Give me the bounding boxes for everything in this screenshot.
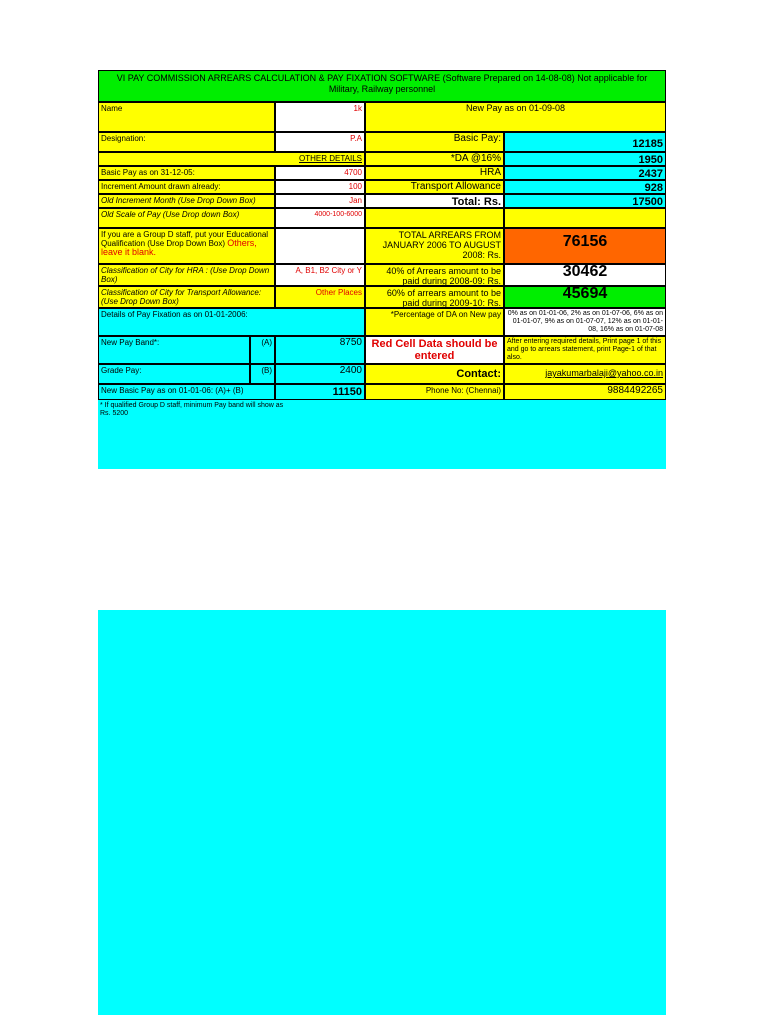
blank-cell <box>504 208 666 228</box>
ta-value: 928 <box>504 180 666 194</box>
arrears-60-value: 45694 <box>504 286 666 308</box>
total-value: 17500 <box>504 194 666 208</box>
designation-input[interactable]: P.A <box>275 132 365 152</box>
old-increment-label: Old Increment Month (Use Drop Down Box) <box>98 194 275 208</box>
new-pay-band-label: New Pay Band*: <box>98 336 250 364</box>
group-d-qualification-label <box>98 228 275 264</box>
total-label: Total: Rs. <box>365 194 504 208</box>
da-value: 1950 <box>504 152 666 166</box>
new-pay-heading: New Pay as on 01-09-08 <box>365 102 666 132</box>
basic-pay-old-label: Basic Pay as on 31-12-05: <box>98 166 275 180</box>
contact-email-link[interactable]: jayakumarbalaji@yahoo.co.in <box>504 364 666 384</box>
contact-label: Contact: <box>365 364 504 384</box>
new-basic-value: 11150 <box>275 384 365 400</box>
ta-city-dropdown[interactable]: Other Places <box>275 286 365 308</box>
fixation-label: Details of Pay Fixation as on 01-01-2006: <box>98 308 365 336</box>
page-two-block <box>98 610 666 1015</box>
grade-pay-value: 2400 <box>275 364 365 384</box>
arrears-40-label: 40% of Arrears amount to be paid during 2008-09: Rs. <box>365 264 504 286</box>
ta-city-label: Classification of City for Transport Allowance: (Use Drop Down Box) <box>98 286 275 308</box>
new-pay-band-tag: (A) <box>250 336 275 364</box>
new-pay-band-value: 8750 <box>275 336 365 364</box>
grade-pay-label: Grade Pay: <box>98 364 250 384</box>
phone-value: 9884492265 <box>504 384 666 400</box>
basic-pay-label: Basic Pay: <box>365 132 504 152</box>
increment-label: Increment Amount drawn already: <box>98 180 275 194</box>
hra-label: HRA <box>365 166 504 180</box>
blank-cell <box>365 208 504 228</box>
total-arrears-value: 76156 <box>504 228 666 264</box>
old-scale-dropdown[interactable]: 4000-100-6000 <box>275 208 365 228</box>
group-d-note: Others, leave it blank. <box>101 238 257 257</box>
group-d-label-text: If you are a Group D staff, put your Educational Qualification (Use Drop Down Box) <box>101 230 269 248</box>
increment-input[interactable]: 100 <box>275 180 365 194</box>
basic-pay-old-input[interactable]: 4700 <box>275 166 365 180</box>
arrears-60-label: 60% of arrears amount to be paid during 2009-10: Rs. <box>365 286 504 308</box>
designation-label: Designation: <box>98 132 275 152</box>
new-basic-label: New Basic Pay as on 01-01-06: (A)+ (B) <box>98 384 275 400</box>
hra-city-dropdown[interactable]: A, B1, B2 City or Y <box>275 264 365 286</box>
total-arrears-label: TOTAL ARREARS FROM JANUARY 2006 TO AUGUST 2008: Rs. <box>365 228 504 264</box>
old-increment-dropdown[interactable]: Jan <box>275 194 365 208</box>
arrears-40-value: 30462 <box>504 264 666 286</box>
old-scale-label: Old Scale of Pay (Use Drop down Box) <box>98 208 275 228</box>
print-note: After entering required details, Print page 1 of this and go to arrears statement, print Page-1 of that also. <box>504 336 666 364</box>
da-label: *DA @16% <box>365 152 504 166</box>
da-pct-value: 0% as on 01-01-06, 2% as on 01-07-06, 6% as on 01-01-07, 9% as on 01-07-07, 12% as on 01-01-08, 16% as on 01-07-08 <box>504 308 666 336</box>
grade-pay-tag: (B) <box>250 364 275 384</box>
lower-area <box>98 400 666 469</box>
sheet-title: VI PAY COMMISSION ARREARS CALCULATION & PAY FIXATION SOFTWARE (Software Prepared on 14-08-08) Not applicable for Military, Railway personnel <box>98 70 666 102</box>
ta-label: Transport Allowance <box>365 180 504 194</box>
name-label: Name <box>98 102 275 132</box>
hra-value: 2437 <box>504 166 666 180</box>
footnote: * If qualified Group D staff, minimum Pay band will show as Rs. 5200 <box>100 402 284 417</box>
da-pct-label: *Percentage of DA on New pay <box>365 308 504 336</box>
basic-pay-value: 12185 <box>504 132 666 152</box>
red-cell-note: Red Cell Data should be entered <box>365 336 504 364</box>
hra-city-label: Classification of City for HRA : (Use Drop Down Box) <box>98 264 275 286</box>
phone-label: Phone No: (Chennai) <box>365 384 504 400</box>
name-input[interactable]: 1k <box>275 102 365 132</box>
group-d-qualification-dropdown[interactable] <box>275 228 365 264</box>
other-details-heading: OTHER DETAILS <box>98 152 365 166</box>
